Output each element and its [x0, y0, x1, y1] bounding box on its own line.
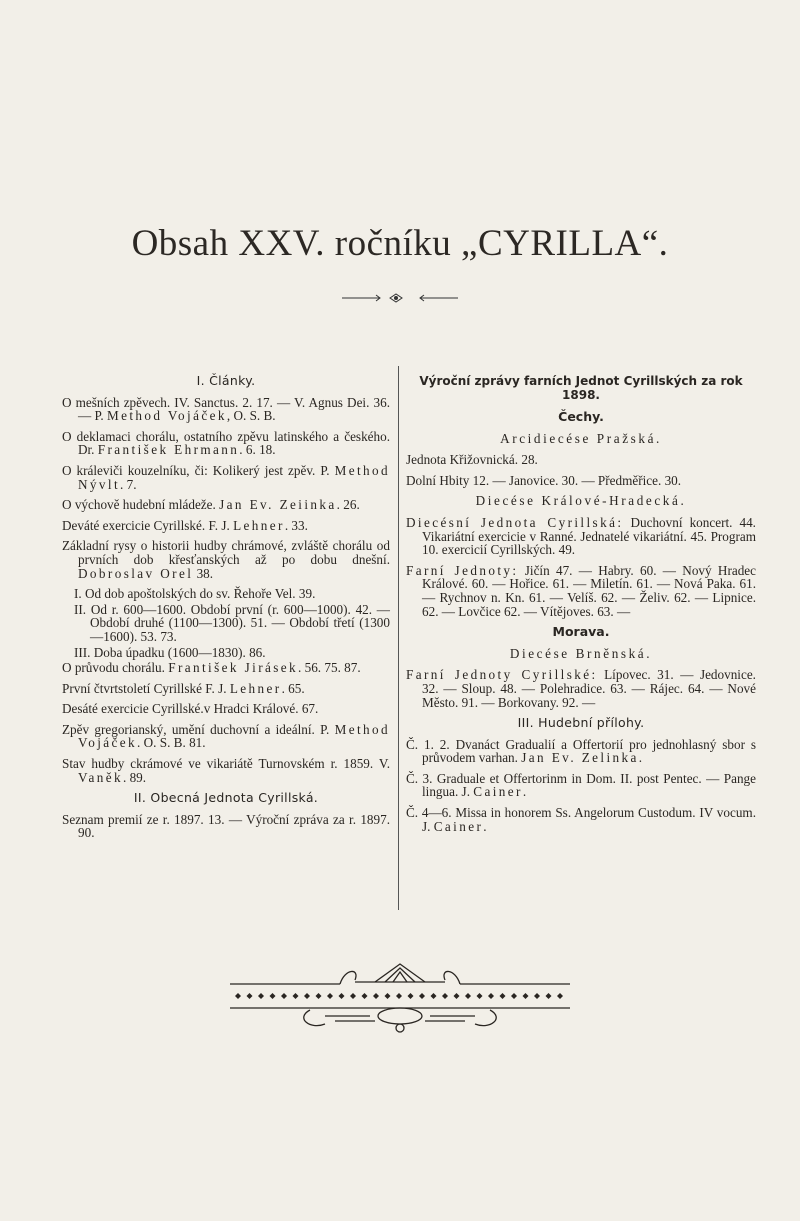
entry-text: O průvodu chorálu.	[62, 660, 169, 676]
entry-text: I. Od dob apoštolských do sv. Řehoře Vel. 39.	[74, 586, 316, 602]
author-name: Lehner	[233, 517, 285, 533]
diamond-mark	[511, 993, 517, 999]
entry-text: 38.	[193, 565, 214, 581]
index-entry	[62, 646, 390, 660]
entry-text: . 6. 18.	[239, 442, 276, 458]
entry-text: . 33.	[284, 517, 308, 533]
entry-text: Základní rysy o historii hudby chrámové, zvláště chorálu od prvních dob křesťanských až po dobu dnešní.	[62, 538, 390, 567]
author-name: František Ehrmann	[97, 442, 240, 458]
index-entry	[62, 702, 390, 716]
author-name: Cainer	[433, 818, 484, 834]
author-name: Vaněk	[78, 769, 123, 785]
author-name: Method Nývlt	[78, 462, 390, 492]
author-name: Cainer	[473, 784, 523, 800]
section-heading: II. Obecná Jednota Cyrillská.	[133, 790, 319, 806]
section-heading: Výroční zprávy farních Jednot Cyrillských za rok 1898.	[419, 374, 743, 402]
diamond-mark	[488, 993, 494, 999]
index-entry	[406, 738, 756, 765]
author-name: Farní Jednoty Cyrillské:	[406, 667, 598, 683]
index-entry	[62, 723, 390, 750]
index-entry	[406, 806, 756, 833]
diamond-mark	[546, 993, 552, 999]
section-heading: Arcidiecése Pražská.	[500, 430, 662, 446]
diamond-mark	[258, 993, 264, 999]
index-entry	[62, 519, 390, 533]
entry-text: Jednota Křižovnická. 28.	[406, 452, 538, 468]
diamond-mark	[293, 993, 299, 999]
diamond-mark	[304, 993, 310, 999]
entry-text: .	[638, 750, 643, 766]
diamond-mark	[408, 993, 414, 999]
entry-text: Č. 4—6. Missa in honorem Ss. Angelorum Custodum. IV vocum. J.	[406, 805, 756, 834]
entry-text: . 89.	[122, 769, 147, 785]
diamond-mark	[477, 993, 483, 999]
index-entry	[62, 539, 390, 580]
entry-text: , O. S. B.	[226, 408, 276, 424]
index-entry	[62, 464, 390, 491]
entry-text: Duchovní koncert. 44. Vikariátní exercicie v Ranné. Jednatelé vikariátní. 45. Program 10. exercicií Cyrillských. 49.	[422, 514, 756, 558]
index-entry	[406, 564, 756, 618]
entry-text: Zpěv gregorianský, umění duchovní a ideální. P.	[62, 721, 335, 737]
author-name: Lehner	[229, 680, 282, 696]
entry-text: O mešních zpěvech. IV. Sanctus. 2. 17. — V. Agnus Dei. 36. — P.	[62, 394, 390, 424]
entry-text: Stav hudby ckrámové ve vikariátě Turnovském r. 1859. V.	[62, 756, 390, 772]
diamond-mark	[362, 993, 368, 999]
diamond-mark	[500, 993, 506, 999]
diamond-mark	[327, 993, 333, 999]
section-heading: Diecése Brněnská.	[509, 645, 653, 661]
diamond-mark	[431, 993, 437, 999]
entry-text: Č. 3. Graduale et Offertorinm in Dom. II. post Pentec. — Pange lingua. J.	[406, 770, 756, 800]
index-entry	[406, 474, 756, 488]
left-column	[62, 368, 390, 847]
index-entry	[406, 772, 756, 799]
diamond-mark	[316, 993, 322, 999]
section-heading: Diecése Králové-Hradecká.	[475, 493, 687, 509]
ornament-divider-icon	[340, 291, 460, 305]
diamond-mark	[339, 993, 345, 999]
index-entry	[62, 498, 390, 512]
entry-text: II. Od r. 600—1600. Období první (r. 600—1000). 42. — Období druhé (1100—1300). 51. — Období třetí (1300—1600). 53. 73.	[74, 601, 390, 644]
index-entry	[62, 661, 390, 675]
diamond-mark	[442, 993, 448, 999]
author-name: Dobroslav Orel	[78, 565, 194, 581]
index-entry	[62, 587, 390, 601]
section-heading: I. Články.	[196, 373, 256, 388]
entry-text: . 65.	[281, 680, 305, 696]
index-entry	[406, 516, 756, 557]
entry-text: O výchově hudební mládeže.	[62, 497, 220, 513]
diamond-mark	[281, 993, 287, 999]
entry-text: Jičín 47. — Habry. 60. — Nový Hradec Králové. 60. — Hořice. 61. — Miletín. 61. — Nová Paka. 61. — Rychnov n. Kn. 61. — Velíš. 62. — Želiv. 62. — Lipnice. 62. — Lovčice 62. — Vítějoves. 63. —	[422, 562, 757, 619]
author-name: Diecésní Jednota Cyrillská:	[406, 514, 624, 530]
diamond-mark	[419, 993, 425, 999]
entry-text: První čtvrtstoletí Cyrillské F. J.	[62, 680, 230, 696]
entry-text: Č. 1. 2. Dvanáct Gradualií a Offertorií pro jednohlasný sbor s průvodem varhan.	[406, 736, 756, 766]
diamond-mark	[350, 993, 356, 999]
index-entry	[62, 682, 390, 696]
index-entry	[406, 668, 756, 709]
right-column	[406, 368, 756, 840]
entry-text: . 56. 75. 87.	[298, 660, 361, 676]
index-entry	[406, 453, 756, 467]
entry-text: O deklamaci chorálu, ostatního zpěvu latinského a českého. Dr.	[62, 428, 390, 458]
index-entry	[62, 813, 390, 840]
diamond-mark	[534, 993, 540, 999]
column-divider	[398, 366, 399, 910]
section-heading: Čechy.	[558, 409, 604, 424]
diamond-mark	[557, 993, 563, 999]
entry-text: . O. S. B. 81.	[137, 735, 206, 751]
author-name: Farní Jednoty:	[406, 562, 519, 578]
index-entry	[62, 430, 390, 457]
index-entry	[62, 757, 390, 784]
diamond-mark	[373, 993, 379, 999]
entry-text: O králeviči kouzelníku, či: Kolikerý jest zpěv. P.	[62, 462, 335, 478]
diamond-mark	[465, 993, 471, 999]
entry-text: Desáté exercicie Cyrillské.v Hradci Králové. 67.	[62, 701, 319, 717]
diamond-mark	[235, 993, 241, 999]
author-name: František Jirásek	[168, 660, 299, 676]
end-ornament-icon	[225, 958, 575, 1038]
author-name: Method Vojáček	[78, 721, 390, 751]
diamond-mark	[270, 993, 276, 999]
entry-text: . 26.	[336, 497, 360, 513]
entry-text: III. Doba úpadku (1600—1830). 86.	[74, 644, 266, 660]
entry-text: Deváté exercicie Cyrillské. F. J.	[62, 517, 234, 533]
diamond-mark	[247, 993, 253, 999]
section-heading: III. Hudební přílohy.	[517, 715, 645, 731]
author-name: Method Vojáček	[106, 408, 227, 424]
entry-text: .	[522, 784, 527, 800]
entry-text: .	[483, 818, 487, 834]
entry-text: Lípovec. 31. — Jedovnice. 32. — Sloup. 48. — Polehradice. 63. — Rájec. 64. — Nové Město. 91. — Borkovany. 92. —	[422, 667, 756, 710]
section-heading: Morava.	[552, 624, 610, 640]
diamond-mark	[523, 993, 529, 999]
page-title: Obsah XXV. ročníku „CYRILLA“.	[131, 223, 669, 264]
diamond-mark	[454, 993, 460, 999]
entry-text: Seznam premií ze r. 1897. 13. — Výroční zpráva za r. 1897. 90.	[62, 811, 390, 841]
diamond-mark	[396, 993, 402, 999]
author-name: Jan Ev. Zeiinka	[219, 497, 337, 513]
author-name: Jan Ev. Zelinka	[521, 750, 639, 766]
index-entry	[62, 603, 390, 644]
index-entry	[62, 396, 390, 423]
entry-text: Dolní Hbity 12. — Janovice. 30. — Předměřice. 30.	[406, 472, 682, 488]
entry-text: . 7.	[120, 476, 137, 492]
diamond-mark	[385, 993, 391, 999]
